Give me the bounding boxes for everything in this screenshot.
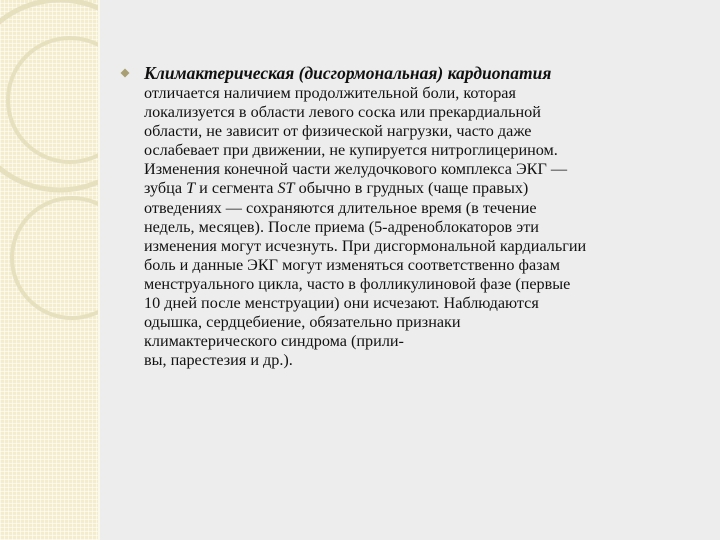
body-line: 10 дней после менструации) они исчезают. Наблюдаются (144, 294, 539, 313)
text-segment: зубца (144, 179, 187, 198)
slide-body (120, 62, 705, 370)
decorative-rings (0, 0, 98, 540)
body-line: области, не зависит от физической нагрузки, часто даже (144, 122, 532, 141)
decorative-ring-small (12, 198, 98, 318)
decorative-ring-medium (8, 38, 98, 162)
text-segment: обычно в грудных (чаще правых) (294, 179, 529, 198)
bullet-item (120, 62, 705, 370)
body-line-mixed (144, 179, 705, 198)
bullet-content (144, 62, 705, 370)
italic-term: ST (277, 179, 295, 198)
body-line: боль и данные ЭКГ могут изменяться соответственно фазам (144, 255, 560, 274)
italic-term: T (186, 179, 196, 198)
body-line: изменения могут исчезнуть. При дисгормональной кардиальгии (144, 236, 587, 255)
body-line: менструального цикла, часто в фолликулиновой фазе (первые (144, 274, 571, 293)
body-line: недель, месяцев). После приема (5-адреноблокаторов эти (144, 217, 539, 236)
body-line: Изменения конечной части желудочкового комплекса ЭКГ — (144, 160, 568, 179)
panel-divider (98, 0, 100, 540)
slide-heading: Климактерическая (дисгормональная) кардиопатия (144, 63, 552, 83)
body-paragraph (144, 84, 705, 370)
body-line: ослабевает при движении, не купируется нитроглицерином. (144, 141, 558, 160)
body-line: вы, парестезия и др.). (144, 351, 293, 370)
decorative-side-panel (0, 0, 98, 540)
text-segment: и сегмента (195, 179, 278, 198)
body-line: климактерического синдрома (прили- (144, 332, 404, 351)
body-line: одышка, сердцебиение, обязательно признаки (144, 313, 461, 332)
body-line: локализуется в области левого соска или прекардиальной (144, 103, 541, 122)
body-line: отведениях — сохраняются длительное время (в течение (144, 198, 537, 217)
bullet-icon (120, 68, 130, 78)
body-line: отличается наличием продолжительной боли, которая (144, 84, 516, 102)
